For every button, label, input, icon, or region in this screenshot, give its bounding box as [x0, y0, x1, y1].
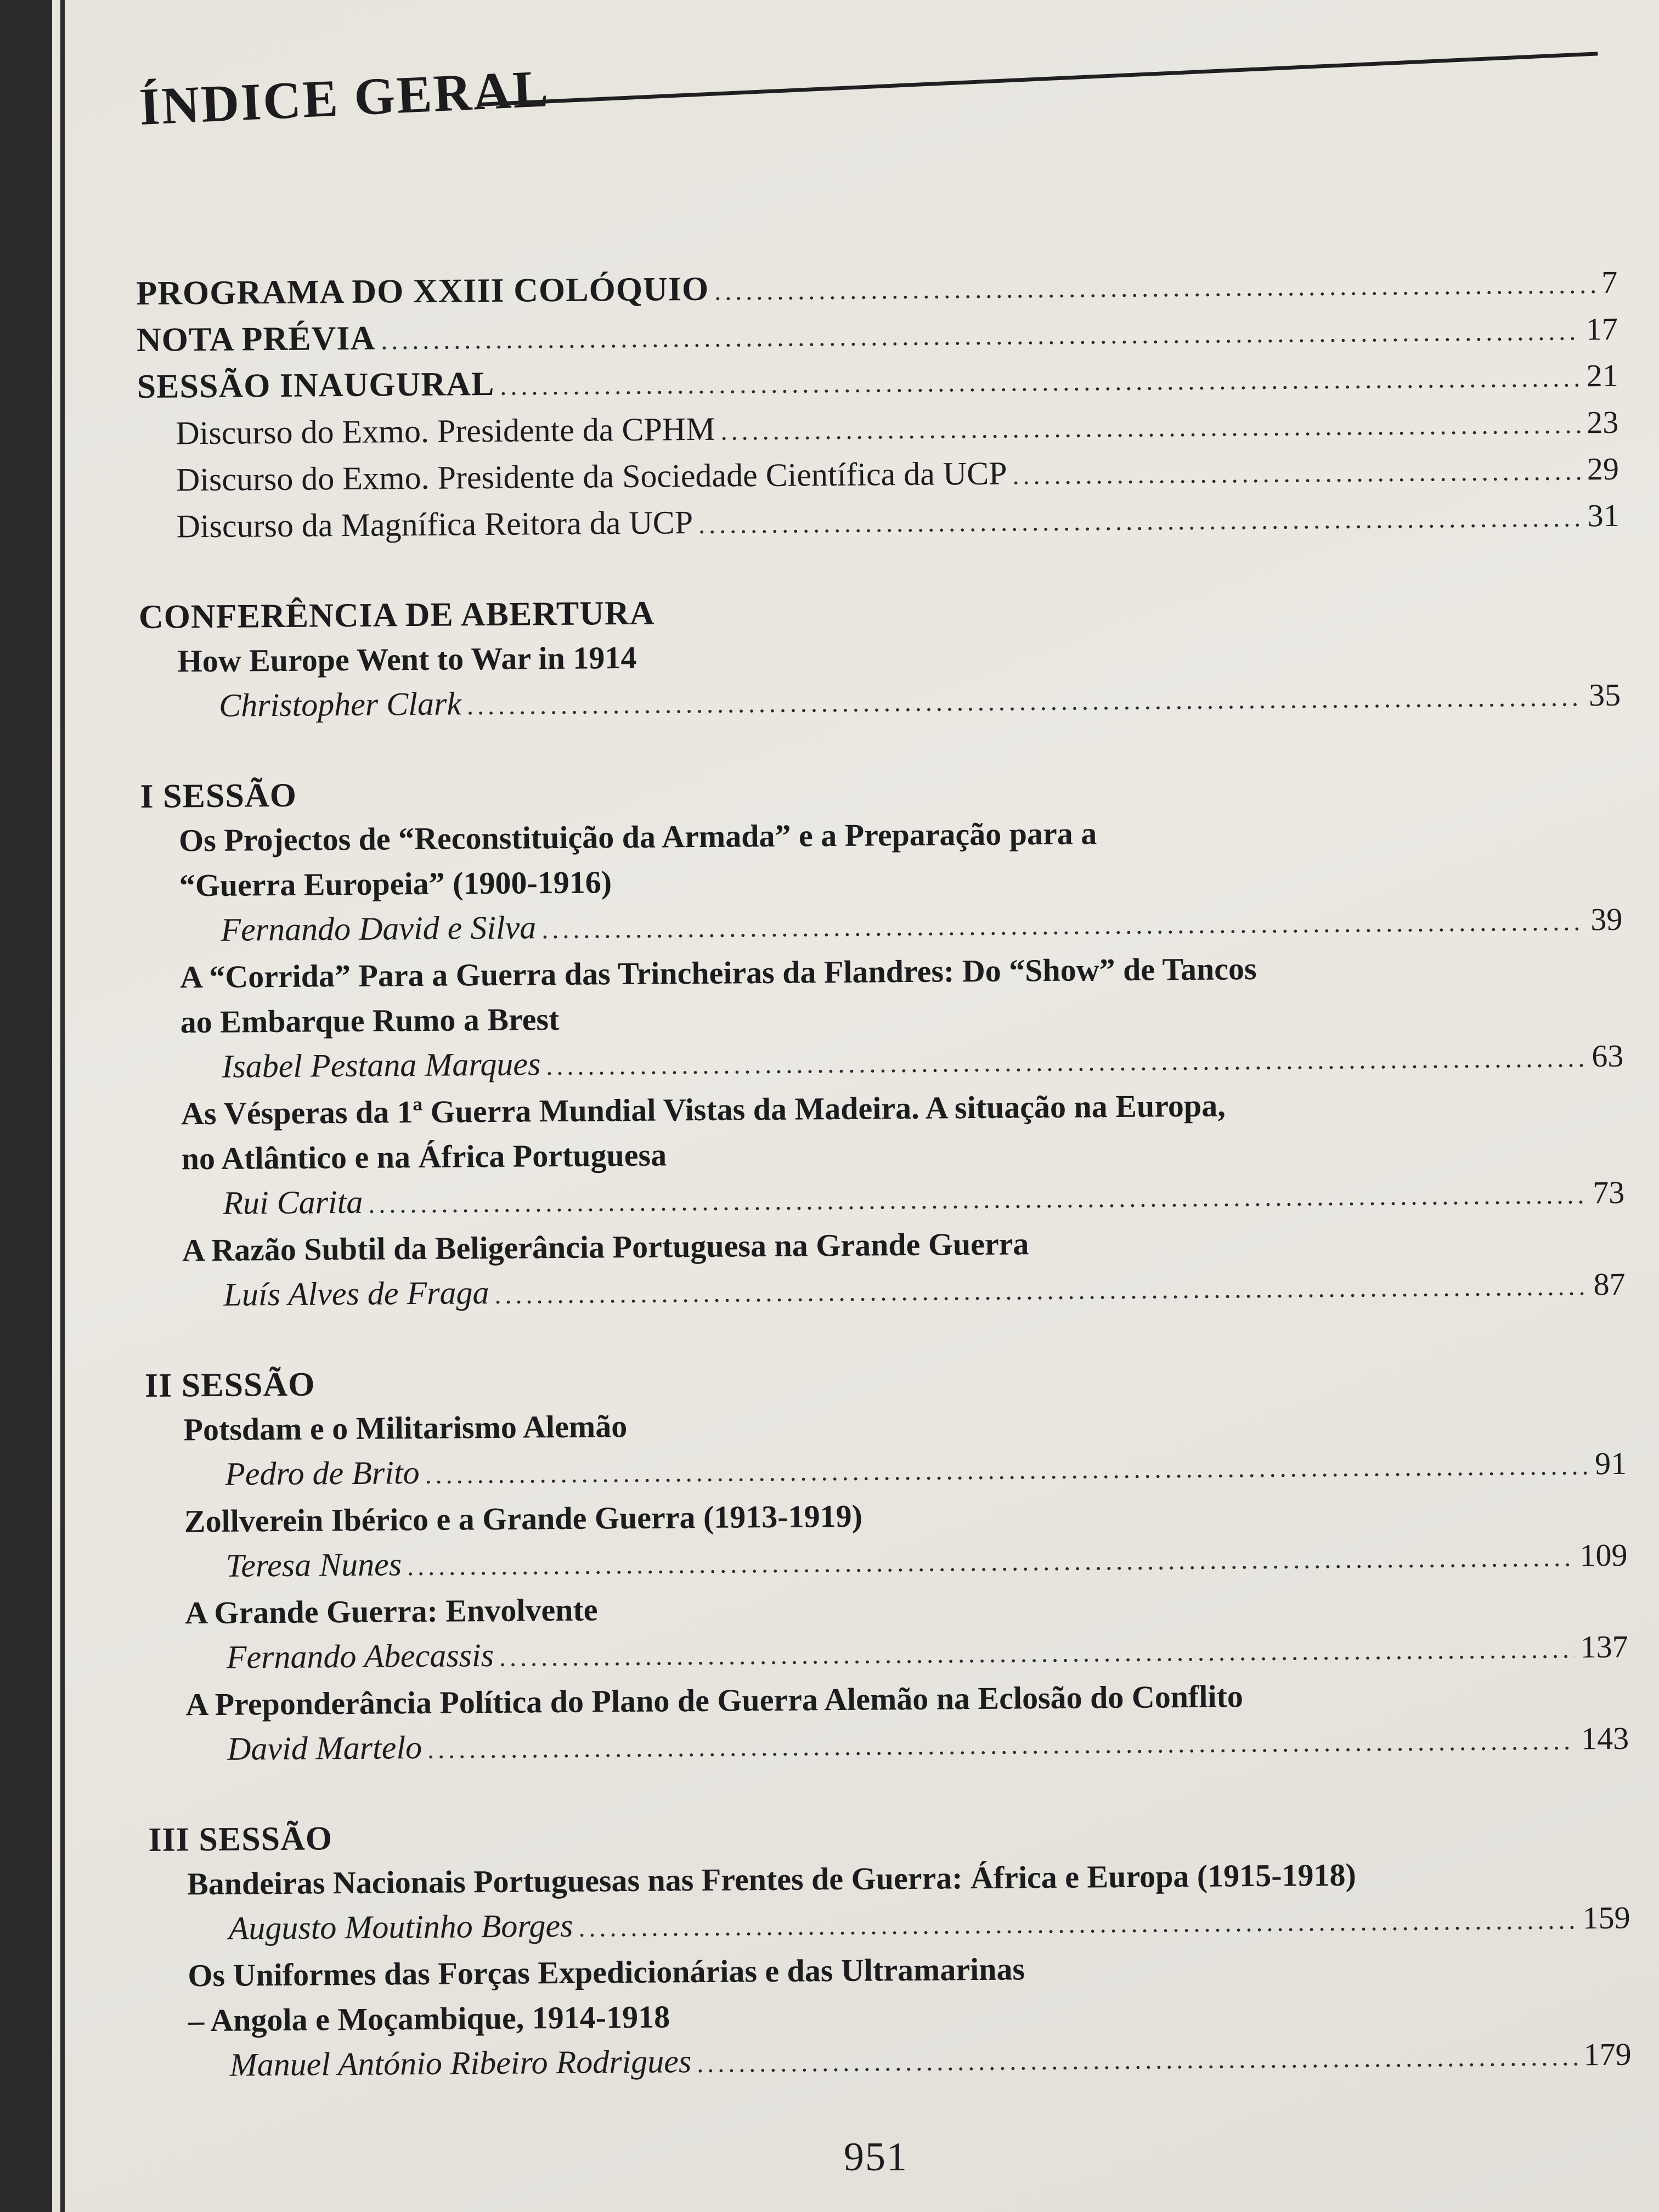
- header-rule: [479, 52, 1598, 106]
- toc-entry-page: 29: [1587, 450, 1620, 487]
- toc-item-title: Bandeiras Nacionais Portuguesas nas Frentes de Guerra: África e Europa (1915-1918): [187, 1857, 1357, 1902]
- toc-entry-label: Discurso da Magnífica Reitora da UCP: [176, 504, 693, 545]
- toc-item-title: “Guerra Europeia” (1900-1916): [179, 864, 612, 904]
- toc-entry-label: Discurso do Exmo. Presidente da Sociedade Científica da UCP: [176, 455, 1007, 498]
- toc-entry-page: 159: [1582, 1899, 1630, 1936]
- page-border-line: [60, 0, 65, 2212]
- toc-entry-page: 109: [1579, 1537, 1628, 1573]
- toc-author: Fernando David e Silva: [221, 909, 537, 948]
- page-title: ÍNDICE GERAL: [138, 59, 551, 137]
- toc-author: Rui Carita: [223, 1183, 363, 1221]
- toc-entry-page: 87: [1593, 1266, 1626, 1302]
- page-number: 951: [844, 2135, 908, 2180]
- toc-item-title: A Razão Subtil da Beligerância Portuguesa na Grande Guerra: [182, 1226, 1029, 1268]
- toc-item-title: A Grande Guerra: Envolvente: [184, 1592, 598, 1631]
- dot-leader: [578, 1898, 1577, 1950]
- toc-item-title: – Angola e Moçambique, 1914-1918: [188, 1999, 670, 2039]
- dot-leader: [714, 263, 1596, 314]
- toc-item-title: Zollverein Ibérico e a Grande Guerra (1913-1919): [184, 1498, 863, 1539]
- toc-entry-page: 143: [1581, 1720, 1629, 1757]
- dot-leader: [697, 2035, 1578, 2086]
- toc-item-title: How Europe Went to War in 1914: [177, 639, 637, 679]
- page-content: [65, 0, 1659, 2212]
- toc-item-title: Os Projectos de “Reconstituição da Armada” e a Preparação para a: [178, 815, 1097, 859]
- toc-author: Teresa Nunes: [225, 1546, 402, 1584]
- toc-entry-page: 91: [1594, 1445, 1627, 1482]
- dot-leader: [720, 403, 1581, 453]
- toc-entry-page: 7: [1601, 264, 1618, 301]
- dot-leader: [500, 356, 1581, 408]
- toc-entry-label: SESSÃO INAUGURAL: [137, 365, 495, 405]
- toc-author: Christopher Clark: [218, 685, 462, 724]
- dot-leader: [467, 675, 1584, 728]
- toc-entry-page: 73: [1593, 1174, 1625, 1211]
- book-spine-shadow: [0, 0, 52, 2212]
- toc-entry-label: NOTA PRÉVIA: [136, 319, 376, 359]
- table-of-contents: [136, 260, 1632, 2090]
- page-header: [135, 0, 1599, 154]
- toc-item-title: no Atlântico e na África Portuguesa: [181, 1137, 667, 1177]
- toc-entry-label: PROGRAMA DO XXIII COLÓQUIO: [136, 270, 709, 312]
- dot-leader: [698, 496, 1582, 547]
- toc-author: Manuel António Ribeiro Rodrigues: [229, 2043, 692, 2083]
- toc-author: Fernando Abecassis: [226, 1637, 494, 1675]
- toc-author: David Martelo: [227, 1729, 422, 1767]
- toc-entry-page: 63: [1592, 1037, 1624, 1074]
- toc-entry-page: 31: [1587, 497, 1620, 534]
- section-heading: CONFERÊNCIA DE ABERTURA: [138, 594, 655, 636]
- toc-item-title: A Preponderância Política do Plano de Guerra Alemão na Eclosão do Conflito: [185, 1678, 1244, 1723]
- dot-leader: [427, 1719, 1576, 1771]
- section-heading: III SESSÃO: [148, 1820, 333, 1859]
- toc-entry-label: Discurso do Exmo. Presidente da CPHM: [176, 410, 715, 452]
- toc-item-title: As Vésperas da 1ª Guerra Mundial Vistas da Madeira. A situação na Europa,: [180, 1087, 1226, 1132]
- section-heading: II SESSÃO: [144, 1365, 315, 1404]
- toc-item-title: Os Uniformes das Forças Expedicionárias e das Ultramarinas: [188, 1951, 1025, 1994]
- section-heading: I SESSÃO: [140, 776, 297, 815]
- toc-entry-page: 179: [1583, 2036, 1632, 2073]
- toc-item-title: Potsdam e o Militarismo Alemão: [183, 1408, 628, 1448]
- toc-entry-page: 35: [1588, 676, 1621, 713]
- dot-leader: [425, 1444, 1589, 1497]
- toc-author: Augusto Moutinho Borges: [228, 1907, 573, 1946]
- toc-author: Pedro de Brito: [224, 1454, 420, 1492]
- toc-author: Isabel Pestana Marques: [222, 1046, 541, 1085]
- toc-item-title: A “Corrida” Para a Guerra das Trincheiras da Flandres: Do “Show” de Tancos: [179, 950, 1257, 995]
- toc-entry-page: 21: [1586, 357, 1618, 394]
- dot-leader: [494, 1265, 1588, 1317]
- toc-item-title: ao Embarque Rumo a Brest: [180, 1001, 560, 1040]
- toc-entry-page: 39: [1590, 901, 1623, 938]
- dot-leader: [499, 1627, 1575, 1679]
- toc-entry-page: 23: [1586, 404, 1619, 441]
- dot-leader: [1012, 449, 1582, 498]
- dot-leader: [541, 900, 1585, 952]
- toc-entry-page: 137: [1580, 1628, 1629, 1665]
- toc-entry-page: 17: [1585, 311, 1618, 347]
- dot-leader: [407, 1536, 1575, 1589]
- toc-author: Luís Alves de Fraga: [223, 1274, 489, 1313]
- dot-leader: [546, 1036, 1587, 1088]
